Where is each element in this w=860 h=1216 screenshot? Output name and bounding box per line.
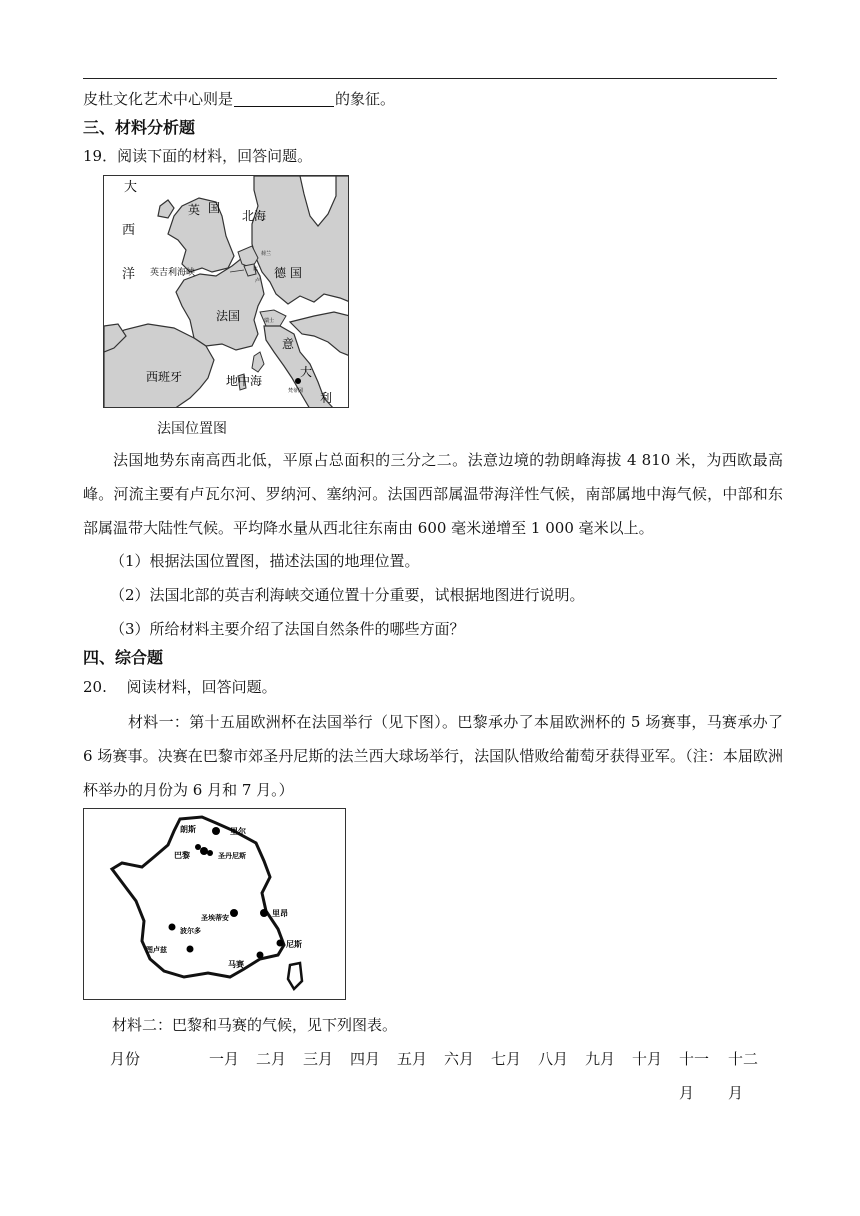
month-12-suffix: 月 [728,1084,744,1102]
month-5: 五月 [397,1050,428,1068]
month-8: 八月 [538,1050,569,1068]
map-label-france: 法国 [216,309,241,323]
france-location-map-svg [104,176,349,408]
city-paris: 巴黎 [174,850,190,860]
city-lille: 里尔 [230,826,246,836]
map-label-spain: 西班牙 [146,370,183,384]
q20-prompt: 20. 阅读材料，回答问题。 [83,678,277,696]
q19-sub-3: （3）所给材料主要介绍了法国自然条件的哪些方面？ [110,620,465,638]
month-9: 九月 [585,1050,616,1068]
map-label-north-sea: 北海 [242,209,267,223]
month-11: 十一 [679,1050,710,1068]
map-label-yi: 意 [282,337,295,351]
month-4: 四月 [350,1050,381,1068]
map-label-guo: 国 [208,201,221,215]
city-nice: 尼斯 [286,939,302,949]
intro-text-before: 皮杜文化艺术中心则是 [83,90,234,108]
map-label-ying: 英 [188,203,201,217]
month-2: 二月 [256,1050,287,1068]
month-12: 十二 [728,1050,759,1068]
city-saint-denis: 圣丹尼斯 [218,851,246,860]
city-saint-etienne: 圣埃蒂安 [201,913,229,922]
france-location-map [103,175,349,408]
q20-material-2: 材料二：巴黎和马赛的气候，见下列图表。 [112,1016,398,1034]
city-marseille: 马赛 [228,959,244,969]
map-label-xi: 西 [122,223,136,238]
map-label-yang: 洋 [122,267,136,282]
city-toulouse: 图卢兹 [146,945,167,954]
month-3: 三月 [303,1050,334,1068]
corsica-outline [288,963,302,989]
section-3-title: 三、材料分析题 [83,118,196,137]
month-11-suffix: 月 [679,1084,695,1102]
q19-paragraph: 法国地势东南高西北低，平原占总面积的三分之二。法意边境的勃朗峰海拔 4 810 米，为西欧最高峰。河流主要有卢瓦尔河、罗纳河、塞纳河。法国西部属温带海洋性气候，南部属地中海气候，中部和东部属温带大陆性气候。平均降水量从西北往东南由 600 毫米递增至 1 000 毫米以上。 [83,451,783,537]
city-lens: 朗斯 [180,824,196,834]
euro-cup-cities-map-svg [84,809,346,1000]
q19-sub-1: （1）根据法国位置图，描述法国的地理位置。 [110,552,420,570]
map-label-english-channel: 英吉利海峡 [150,268,196,278]
intro-text-after: 的象征。 [335,90,396,108]
euro-cup-cities-map [83,808,346,1000]
top-rule [83,78,777,79]
q19-sub-2: （2）法国北部的英吉利海峡交通位置十分重要，试根据地图进行说明。 [110,586,585,604]
section-4-title: 四、综合题 [83,648,164,667]
map-label-da2: 大 [300,365,313,379]
map-label-luxembourg: 卢 [255,278,261,284]
map-label-vatican: 梵蒂冈 [288,388,304,394]
map-label-belgium: 比 [253,266,259,272]
month-6: 六月 [444,1050,475,1068]
answer-blank[interactable] [234,91,334,107]
map-label-germany: 德 国 [274,266,302,280]
month-7: 七月 [491,1050,522,1068]
map-label-da: 大 [124,180,138,195]
month-1: 一月 [209,1050,240,1068]
q20-material-1: 材料一：第十五届欧洲杯在法国举行（见下图）。巴黎承办了本届欧洲杯的 5 场赛事，马赛承办了 6 场赛事。决赛在巴黎市郊圣丹尼斯的法兰西大球场举行，法国队惜败给葡萄牙获得亚军。（注：本届欧洲杯举办的月份为 6 月和 7 月。） [83,713,783,799]
map-label-mediterranean: 地中海 [226,374,263,388]
months-label: 月份 [110,1050,141,1068]
map-caption: 法国位置图 [157,421,227,437]
intro-line [83,88,395,110]
month-10: 十月 [632,1050,663,1068]
map-label-netherlands: 荷兰 [261,251,272,257]
map-label-li: 利 [320,391,333,405]
city-lyon: 里昂 [272,908,288,918]
city-bordeaux: 波尔多 [180,926,201,935]
q19-prompt: 19．阅读下面的材料，回答问题。 [83,147,313,165]
map-label-switzerland: 瑞士 [264,318,275,324]
